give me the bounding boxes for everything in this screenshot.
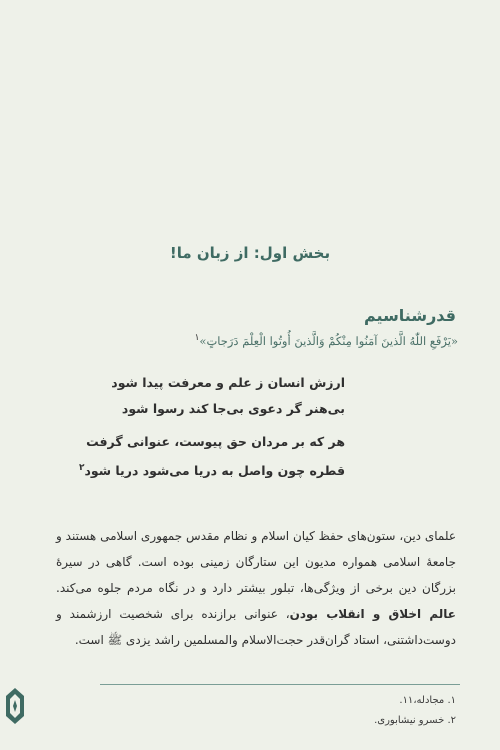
publisher-logo-icon <box>4 686 26 726</box>
footnote-ref-2: ۲ <box>78 463 85 473</box>
section-title: قدرشناسیم <box>363 306 456 325</box>
poem-line: بی‌هنر گر دعوی بی‌جا کند رسوا شود <box>121 401 345 416</box>
footnotes <box>374 691 456 731</box>
footnote-2: ۲. خسرو نیشابوری. <box>374 715 456 726</box>
footnote-divider <box>100 684 460 685</box>
footnote-1: ۱. مجادله،۱۱. <box>399 695 456 706</box>
poem-line: ارزش انسان ز علم و معرفت پیدا شود <box>111 375 345 390</box>
part-title: بخش اول: از زبان ما! <box>169 244 331 262</box>
body-text-bold: عالم اخلاق و انقلاب بودن <box>289 607 456 621</box>
body-text-part2: ، عنوانی برازنده برای شخصیت ارزشمند و دوست‌داشتنی، استاد گران‌قدر حجت‌الاسلام والمسلمین راشد یزدی ﷺ است. <box>56 607 456 647</box>
footnote-ref-1: ۱ <box>194 333 200 343</box>
poem-couplet-1 <box>111 370 345 422</box>
poem-line: هر که بر مردان حق پیوست، عنوانی گرفت <box>86 434 345 449</box>
body-text-part1: علمای دین، ستون‌های حفظ کیان اسلام و نظام مقدس جمهوری اسلامی هستند و جامعهٔ اسلامی همواره مدیون این ستارگان زمینی بوده است. گاهی در سیرهٔ بزرگان دین برخی از ویژگی‌ها، تبلور بیشتر دارد و در نگاه مردم جلوه می‌کند. <box>56 529 456 595</box>
poem-couplet-2 <box>79 429 345 484</box>
verse-text: «یَرْفَعِ اللّٰهُ الَّذینَ آمَنُوا مِنْکُمْ وَالَّذینَ أُوتُوا الْعِلْمَ دَرَجاتٍ» <box>199 333 458 348</box>
poem-line <box>79 455 345 484</box>
body-paragraph <box>56 523 456 653</box>
poem-line-text: قطره چون واصل به دریا می‌شود دریا شود <box>84 463 345 479</box>
quran-verse <box>38 333 458 348</box>
